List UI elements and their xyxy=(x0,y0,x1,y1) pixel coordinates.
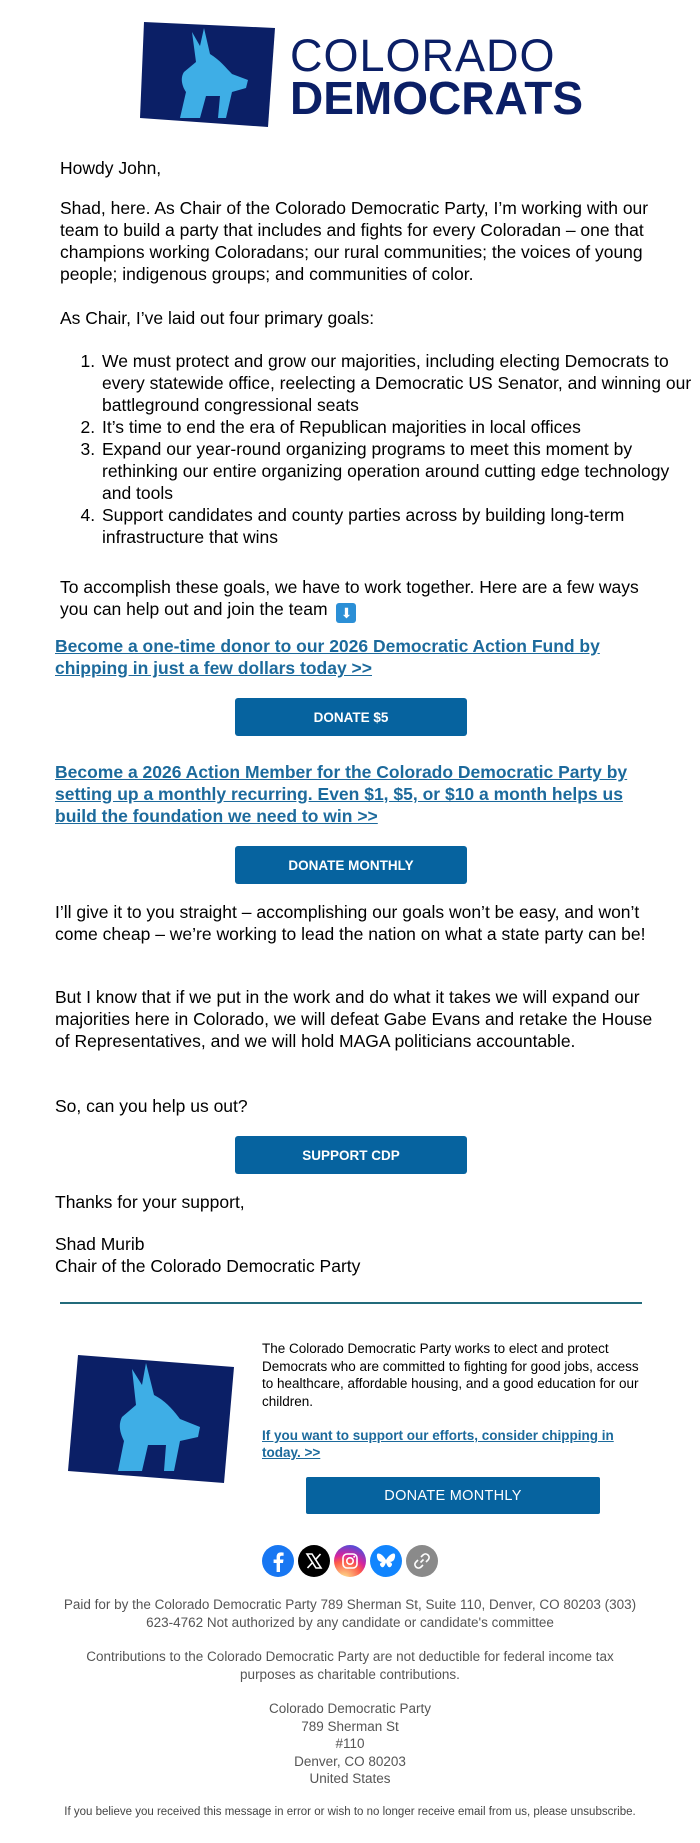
footer-donate-monthly-button[interactable]: DONATE MONTHLY xyxy=(306,1477,600,1514)
straight-paragraph: I’ll give it to you straight – accomplishing our goals won’t be easy, and won’t come cheap – we’re working to lead the nation on what a state party can be! xyxy=(55,902,646,944)
address-line: Colorado Democratic Party xyxy=(268,1701,432,1716)
address-line: Denver, CO 80203 xyxy=(294,1753,406,1769)
footer-donkey-logo-icon xyxy=(68,1355,234,1483)
together-paragraph xyxy=(60,576,650,623)
donate-monthly-button[interactable]: DONATE MONTHLY xyxy=(235,846,467,884)
footer-support-link[interactable]: If you want to support our efforts, consider chipping in today. >> xyxy=(262,1428,614,1460)
down-arrow-icon: ⬇ xyxy=(336,603,356,623)
goal-item: 1. We must protect and grow our majorities, including electing Democrats to every statewide office, reelecting a Democratic US Senator, and winning our battleground congressional seats xyxy=(100,350,700,416)
footer-about: The Colorado Democratic Party works to elect and protect Democrats who are committed to fighting for good jobs, access to healthcare, affordable housing, and a good education for our children. xyxy=(262,1341,639,1409)
facebook-icon[interactable] xyxy=(262,1545,294,1577)
know-paragraph: But I know that if we put in the work and do what it takes we will expand our majorities here in Colorado, we will defeat Gabe Evans and retake the House of Representatives, and we will hold MAGA politicians accountable. xyxy=(55,987,653,1051)
brand-line-2: DEMOCRATS xyxy=(290,72,584,124)
footer-divider xyxy=(60,1302,642,1304)
intro-paragraph: Shad, here. As Chair of the Colorado Democratic Party, I’m working with our team to build a party that includes and fights for every Coloradan – one that champions working Coloradans; our rural communities; the voices of young people; indigenous groups; and communities of color. xyxy=(60,198,649,284)
goals-intro: As Chair, I’ve laid out four primary goals: xyxy=(60,308,375,328)
brand-line-1: COLORADO xyxy=(290,30,556,81)
thanks-text: Thanks for your support, xyxy=(55,1192,245,1212)
unsubscribe-notice[interactable]: If you believe you received this message in error or wish to no longer receive email from us, please unsubscribe. xyxy=(64,1806,636,1818)
paid-for-disclaimer: Paid for by the Colorado Democratic Party 789 Sherman St, Suite 110, Denver, CO 80203 (303) 623-4762 Not authorized by any candidate or candidate's committee xyxy=(63,1597,637,1630)
bluesky-icon[interactable] xyxy=(370,1545,402,1577)
greeting: Howdy John, xyxy=(60,158,162,178)
goal-item: 3. Expand our year-round organizing programs to meet this moment by rethinking our entire organizing operation around cutting edge technology and tools xyxy=(100,438,700,504)
donkey-state-icon xyxy=(140,22,280,127)
donate-5-button[interactable]: DONATE $5 xyxy=(235,698,467,736)
monthly-member-link[interactable]: Become a 2026 Action Member for the Colorado Democratic Party by setting up a monthly recurring. Even $1, $5, or $10 a month helps us build the foundation we need to win >> xyxy=(55,762,628,826)
instagram-icon[interactable] xyxy=(334,1545,366,1577)
together-text: To accomplish these goals, we have to work together. Here are a few ways you can help out and join the team xyxy=(60,577,639,619)
goal-item: 2. It’s time to end the era of Republican majorities in local offices xyxy=(100,416,700,438)
one-time-donor-link[interactable]: Become a one-time donor to our 2026 Democratic Action Fund by chipping in just a few dollars today >> xyxy=(55,636,600,678)
link-icon[interactable] xyxy=(406,1545,438,1577)
contributions-disclaimer: Contributions to the Colorado Democratic Party are not deductible for federal income tax purposes as charitable contributions. xyxy=(86,1649,614,1682)
support-cdp-button[interactable]: SUPPORT CDP xyxy=(235,1136,467,1174)
mailing-address xyxy=(60,1700,640,1788)
x-icon[interactable] xyxy=(298,1545,330,1577)
address-line: #110 xyxy=(335,1736,365,1751)
address-line: United States xyxy=(309,1771,391,1786)
address-line: 789 Sherman St xyxy=(301,1718,399,1734)
ask-paragraph: So, can you help us out? xyxy=(55,1096,248,1116)
signature-name: Shad Murib xyxy=(55,1234,145,1254)
signature-title: Chair of the Colorado Democratic Party xyxy=(55,1256,361,1276)
header-logo xyxy=(140,22,584,127)
goal-item: 4. Support candidates and county parties across by building long-term infrastructure that wins xyxy=(100,504,700,548)
goals-list xyxy=(60,350,700,548)
